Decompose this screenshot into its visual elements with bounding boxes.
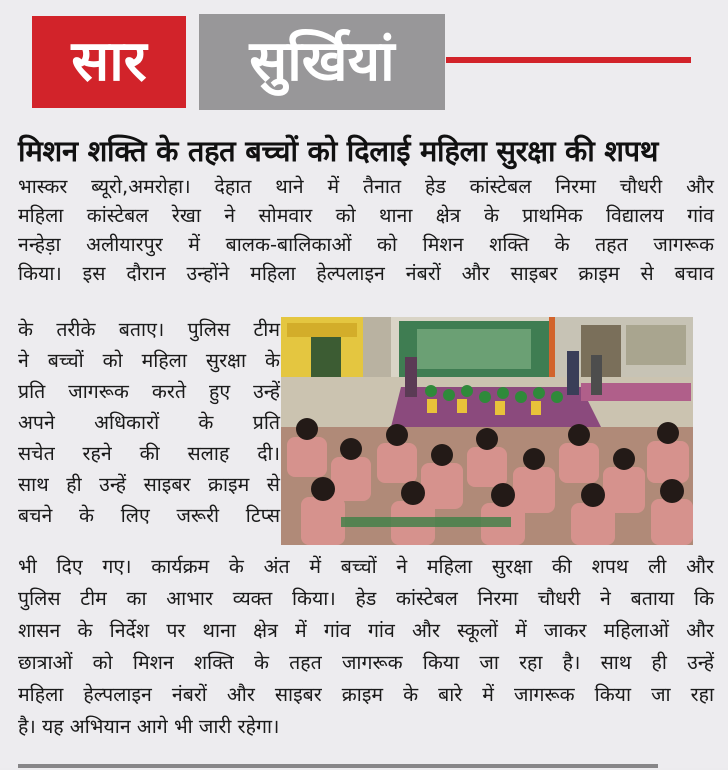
body-line: सचेत रहने की सलाह दी। [18,442,280,465]
body-line: छात्राओं को मिशन शक्ति के तहत जागरूक किया जा रहा है। साथ ही उन्हें [18,651,714,674]
body-line: महिला हेल्पलाइन नंबरों और साइबर क्राइम के बारे में जागरूक किया जा रहा [18,683,714,706]
body-line: भी दिए गए। कार्यक्रम के अंत में बच्चों ने महिला सुरक्षा की शपथ ली और [18,555,714,578]
body-line: पुलिस टीम का आभार व्यक्त किया। हेड कांस्टेबल निरमा चौधरी ने बताया कि [18,587,714,610]
body-line: शासन के निर्देश पर थाना क्षेत्र में गांव गांव और स्कूलों में जाकर महिलाओं और [18,619,714,642]
section-tag-surkhiyan: सुर्खियां [199,14,445,110]
header-rule [446,57,691,63]
body-line: बचने के लिए जरूरी टिप्स [18,504,280,527]
article-photo [281,317,693,545]
body-line: साथ ही उन्हें साइबर क्राइम से [18,473,280,496]
next-article-cutoff [18,758,718,770]
body-line: किया। इस दौरान उन्होंने महिला हेल्पलाइन नंबरों और साइबर क्राइम से बचाव [18,262,714,285]
body-line: महिला कांस्टेबल रेखा ने सोमवार को थाना क्षेत्र के प्राथमिक विद्यालय गांव [18,204,714,227]
body-line: ने बच्चों को महिला सुरक्षा के [18,349,280,372]
body-line: के तरीके बताए। पुलिस टीम [18,318,280,341]
body-line: नन्हेड़ा अलीयारपुर में बालक-बालिकाओं को मिशन शक्ति के तहत जागरूक [18,233,714,256]
article-headline: मिशन शक्ति के तहत बच्चों को दिलाई महिला सुरक्षा की शपथ [18,134,659,168]
body-line: अपने अधिकारों के प्रति [18,411,280,434]
body-line: प्रति जागरूक करते हुए उन्हें [18,380,280,403]
classroom-scene-image [281,317,693,545]
body-line: है। यह अभियान आगे भी जारी रहेगा। [18,715,280,738]
body-line: भास्कर ब्यूरो,अमरोहा। देहात थाने में तैनात हेड कांस्टेबल निरमा चौधरी और [18,175,714,198]
section-tag-saar: सार [32,16,186,108]
